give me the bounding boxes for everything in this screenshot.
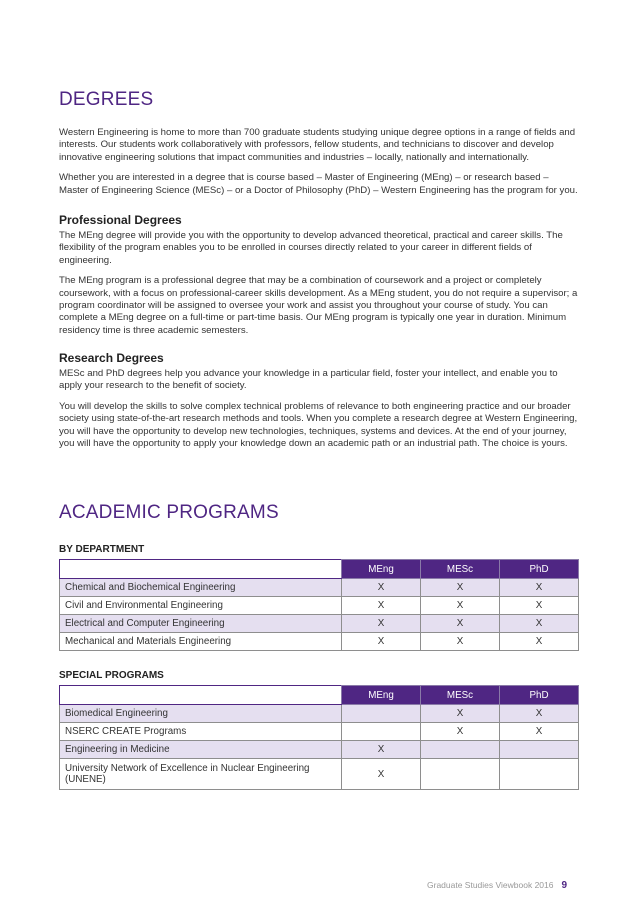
special-programs-label: SPECIAL PROGRAMS [59, 670, 164, 681]
professional-paragraph-2: The MEng program is a professional degree that may be a combination of coursework and a project or completely coursework, with a focus on professional-career skills development. As a MEng student, you do not require a supervisor; a program coordinator will be assigned to oversee your work and assist you throughout your course of study. You can complete a MEng degree on a full-time or part-time basis. Our MEng program is typically one year in duration. Minimum residency time is three academic semesters. [59, 275, 578, 336]
table-header-row [60, 686, 579, 705]
meng-cell [342, 705, 421, 723]
mesc-cell: X [421, 633, 500, 651]
header-blank-cell [60, 560, 342, 579]
table-row [60, 579, 579, 597]
phd-cell: X [500, 597, 579, 615]
header-meng: MEng [342, 686, 421, 705]
meng-cell: X [342, 597, 421, 615]
table-row [60, 615, 579, 633]
by-department-table [59, 559, 579, 651]
program-name: Civil and Environmental Engineering [60, 597, 342, 615]
degrees-title: DEGREES [59, 89, 154, 110]
program-name: Electrical and Computer Engineering [60, 615, 342, 633]
phd-cell [500, 759, 579, 790]
footer-text: Graduate Studies Viewbook 2016 [427, 880, 554, 890]
header-phd: PhD [500, 560, 579, 579]
table-row [60, 759, 579, 790]
by-department-label: BY DEPARTMENT [59, 544, 145, 555]
research-degrees-heading: Research Degrees [59, 351, 164, 365]
program-name: University Network of Excellence in Nuclear Engineering (UNENE) [60, 759, 342, 790]
program-name: Mechanical and Materials Engineering [60, 633, 342, 651]
mesc-cell: X [421, 705, 500, 723]
table-row [60, 723, 579, 741]
research-paragraph-1: MESc and PhD degrees help you advance your knowledge in a particular field, foster your intellect, and enable you to apply your research to the benefit of society. [59, 368, 558, 392]
intro-paragraph-2: Whether you are interested in a degree that is course based – Master of Engineering (MEng) – or research based – Master of Engineering Science (MESc) – or a Doctor of Philosophy (PhD) – Western Engineering has the program for you. [59, 172, 578, 196]
table-row [60, 741, 579, 759]
header-meng: MEng [342, 560, 421, 579]
phd-cell: X [500, 705, 579, 723]
by-department-section [59, 544, 579, 651]
program-name: Engineering in Medicine [60, 741, 342, 759]
mesc-cell: X [421, 615, 500, 633]
phd-cell: X [500, 633, 579, 651]
page-number: 9 [561, 880, 568, 891]
research-degrees-section [59, 351, 579, 450]
table-row [60, 597, 579, 615]
meng-cell: X [342, 615, 421, 633]
program-name: Chemical and Biochemical Engineering [60, 579, 342, 597]
page-footer [427, 880, 567, 891]
header-mesc: MESc [421, 686, 500, 705]
header-mesc: MESc [421, 560, 500, 579]
meng-cell [342, 723, 421, 741]
intro-paragraph-1: Western Engineering is home to more than 700 graduate students studying unique degree options in a range of fields and interests. Our students work collaboratively with professors, fellow students, and technicians to discover and develop innovative engineering solutions that impact communities and industries – locally, nationally and internationally. [59, 127, 576, 163]
phd-cell: X [500, 723, 579, 741]
program-name: Biomedical Engineering [60, 705, 342, 723]
meng-cell: X [342, 579, 421, 597]
academic-programs-title: ACADEMIC PROGRAMS [59, 502, 279, 523]
phd-cell: X [500, 615, 579, 633]
mesc-cell: X [421, 579, 500, 597]
mesc-cell [421, 759, 500, 790]
mesc-cell [421, 741, 500, 759]
professional-paragraph-1: The MEng degree will provide you with the opportunity to develop advanced theoretical, practical and career skills. The flexibility of the program enables you to be enrolled in courses directly related to your career in different fields of engineering. [59, 230, 563, 266]
professional-degrees-heading: Professional Degrees [59, 213, 182, 227]
mesc-cell: X [421, 723, 500, 741]
table-row [60, 633, 579, 651]
research-paragraph-2: You will develop the skills to solve complex technical problems of relevance to both engineering practice and our broader society using state-of-the-art research methods and tools. When you complete a research degree at Western Engineering, you will have the opportunity to develop new technologies, techniques, systems and devices. At the end of your journey, you will have the opportunity to apply your knowledge down an academic path or an industrial path. The choice is yours. [59, 400, 578, 450]
mesc-cell: X [421, 597, 500, 615]
meng-cell: X [342, 741, 421, 759]
meng-cell: X [342, 759, 421, 790]
program-name: NSERC CREATE Programs [60, 723, 342, 741]
header-phd: PhD [500, 686, 579, 705]
table-row [60, 705, 579, 723]
table-header-row [60, 560, 579, 579]
phd-cell: X [500, 579, 579, 597]
degrees-intro [59, 127, 579, 197]
special-programs-section [59, 670, 579, 790]
header-blank-cell [60, 686, 342, 705]
meng-cell: X [342, 633, 421, 651]
special-programs-table [59, 685, 579, 790]
professional-degrees-section [59, 213, 579, 337]
phd-cell [500, 741, 579, 759]
